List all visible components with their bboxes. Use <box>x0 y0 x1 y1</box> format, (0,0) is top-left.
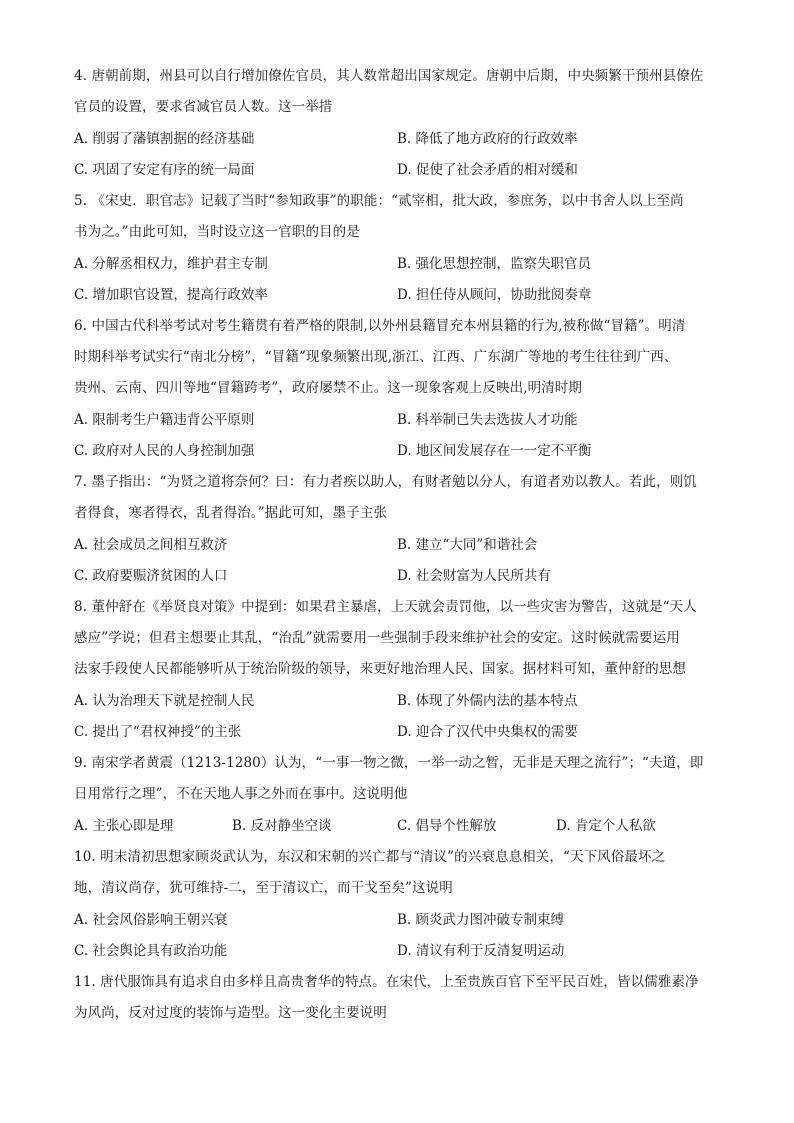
option-c: C. 增加职官设置，提高行政效率 <box>74 287 268 303</box>
option-d: D. 担任侍从顾问，协助批阅奏章 <box>397 287 592 303</box>
option-a: A. 主张心即是理 <box>74 818 174 834</box>
question-stem-line: 为风尚，反对过度的装饰与造型。这一变化主要说明 <box>74 1005 387 1021</box>
option-a: A. 社会风俗影响王朝兴衰 <box>74 912 228 928</box>
question-stem-line: 11. 唐代服饰具有追求自由多样且高贵奢华的特点。在宋代，上至贵族百官下至平民百姓，皆以儒雅素净 <box>74 974 699 990</box>
option-a: A. 分解丞相权力，维护君主专制 <box>74 256 268 272</box>
question-stem-line: 感应”学说；但君主想要止其乱，“治乱”就需要用一些强制手段来维护社会的安定。这时候就需要运用 <box>74 630 680 646</box>
option-d: D. 促使了社会矛盾的相对缓和 <box>397 162 578 178</box>
option-d: D. 地区间发展存在一一定不平衡 <box>397 443 592 459</box>
question-stem-line: 贵州、云南、四川等地“冒籍跨考”，政府屡禁不止。这一现象客观上反映出,明清时期 <box>74 380 582 396</box>
option-c: C. 提出了“君权神授”的主张 <box>74 724 242 740</box>
option-c: C. 社会舆论具有政治功能 <box>74 943 228 959</box>
option-b: B. 降低了地方政府的行政效率 <box>397 131 578 147</box>
question-stem-line: 日用常行之理”，不在天地人事之外而在事中。这说明他 <box>74 786 408 802</box>
question-stem-line: 6. 中国古代科举考试对考生籍贯有着严格的限制,以外州县籍冒充本州县籍的行为,被称做“冒籍”。明清 <box>74 318 686 334</box>
question-stem-line: 官员的设置，要求省减官员人数。这一举措 <box>74 99 333 115</box>
question-stem-line: 8. 董仲舒在《举贤良对策》中提到：如果君主暴虐，上天就会责罚他，以一些灾害为警告，这就是“天人 <box>74 599 697 615</box>
option-c: C. 政府要赈济贫困的人口 <box>74 568 228 584</box>
question-stem-line: 时期科举考试实行“南北分榜”，“冒籍”现象频繁出现,浙江、江西、广东湖广等地的考生往往到广西、 <box>74 349 678 365</box>
option-b: B. 顾炎武力图冲破专制束缚 <box>397 912 565 928</box>
question-stem-line: 书为之。”由此可知，当时设立这一官职的目的是 <box>74 224 360 240</box>
option-a: A. 削弱了藩镇割据的经济基础 <box>74 131 255 147</box>
option-b: B. 体现了外儒内法的基本特点 <box>397 693 578 709</box>
option-d: D. 社会财富为人民所共有 <box>397 568 551 584</box>
option-b: B. 科举制已失去选拔人才功能 <box>397 412 578 428</box>
option-a: A. 限制考生户籍违背公平原则 <box>74 412 255 428</box>
option-b: B. 建立“大同”和谐社会 <box>397 537 538 553</box>
question-stem-line: 9. 南宋学者黄震（1213-1280）认为，“一事一物之微，一举一动之暂，无非是天理之流行”；“夫道，即 <box>74 755 704 771</box>
question-stem-line: 地，清议尚存，犹可维持-二，至于清议亡，而干戈至矣”这说明 <box>74 880 453 896</box>
option-d: D. 清议有利于反清复明运动 <box>397 943 565 959</box>
option-c: C. 政府对人民的人身控制加强 <box>74 443 255 459</box>
option-b: B. 强化思想控制，监察失职官员 <box>397 256 592 272</box>
option-c: C. 巩固了安定有序的统一局面 <box>74 162 255 178</box>
option-c: C. 倡导个性解放 <box>397 818 497 834</box>
option-d: D. 迎合了汉代中央集权的需要 <box>397 724 578 740</box>
option-d: D. 肯定个人私欲 <box>556 818 656 834</box>
question-stem-line: 10. 明末清初思想家顾炎武认为，东汉和宋朝的兴亡都与“清议”的兴衰息息相关，“天下风俗最坏之 <box>74 849 666 865</box>
question-stem-line: 者得食，寒者得衣，乱者得治。”据此可知，墨子主张 <box>74 505 388 521</box>
option-a: A. 认为治理天下就是控制人民 <box>74 693 255 709</box>
question-stem-line: 法家手段使人民都能够听从于统治阶级的领导，来更好地治理人民、国家。据材料可知，董仲舒的思想 <box>74 661 686 677</box>
option-b: B. 反对静坐空谈 <box>232 818 332 834</box>
question-stem-line: 5. 《宋史．职官志》记载了当时“参知政事”的职能：“贰宰相，批大政，参庶务，以中书舍人以上至尚 <box>74 193 684 209</box>
option-a: A. 社会成员之间相互救济 <box>74 537 228 553</box>
question-stem-line: 7. 墨子指出：“为贤之道将奈何？曰：有力者疾以助人，有财者勉以分人，有道者劝以教人。若此，则饥 <box>74 474 697 490</box>
question-stem-line: 4. 唐朝前期，州县可以自行增加僚佐官员，其人数常超出国家规定。唐朝中后期，中央频繁干预州县僚佐 <box>74 68 704 84</box>
